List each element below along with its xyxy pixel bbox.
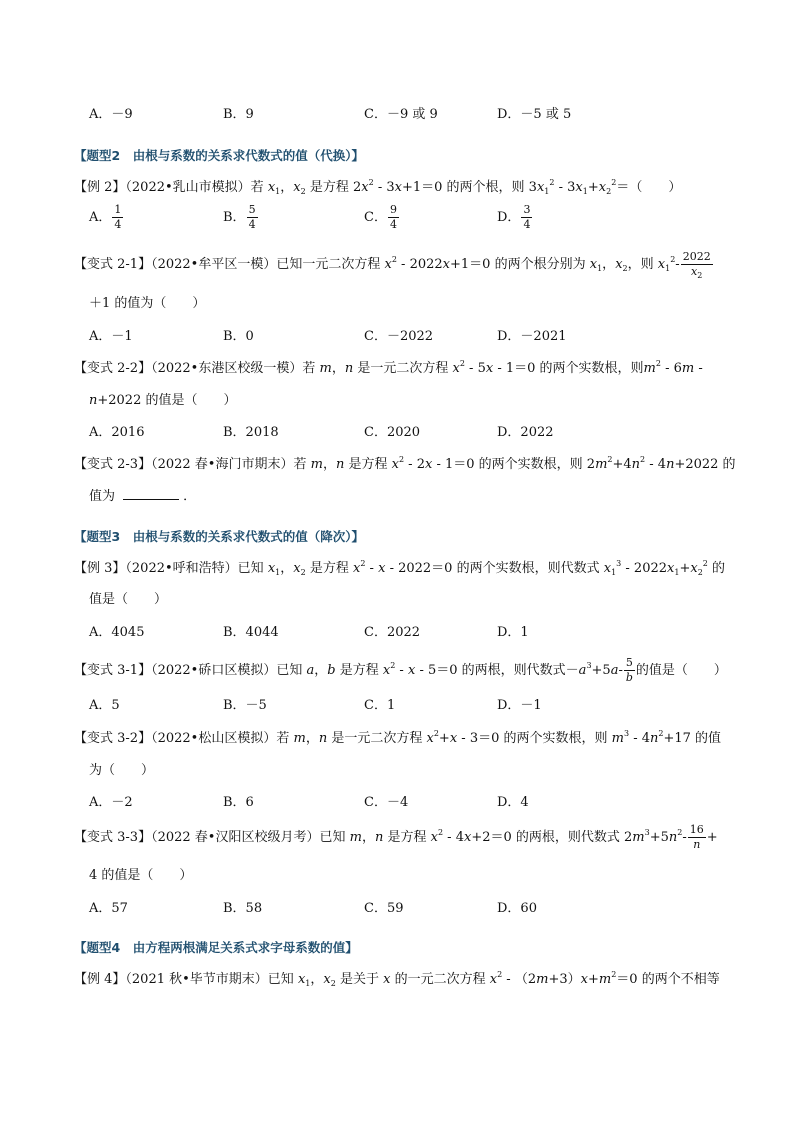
answer-blank[interactable] — [123, 487, 179, 500]
variant-3-3-option-a: A．57 — [89, 901, 128, 916]
variant-2-1-option-d: D．－2021 — [497, 329, 567, 344]
variant-3-2-line2: 为（ ） — [89, 763, 155, 778]
example-3-line2: 值是（ ） — [89, 592, 168, 607]
option-c: C．－9 或 9 — [364, 107, 438, 122]
variant-3-3-option-b: B．58 — [223, 901, 263, 916]
variant-2-2-line2: n+2022 的值是（ ） — [89, 393, 237, 408]
variant-2-2-option-d: D．2022 — [497, 425, 554, 440]
option-d: D．－5 或 5 — [497, 107, 572, 122]
variant-3-3-option-d: D．60 — [497, 901, 537, 916]
option-b: B．9 — [223, 107, 254, 122]
variant-3-3-question: 【变式 3-3】（2022 春•汉阳区校级月考）已知 m，n 是方程 $x^2 - 4x+2=0$ 的两根，则代数式 $2m^3+5n^2-$ $\frac{16}{n}$ + — [74, 823, 718, 851]
variant-3-1-option-b: B．－5 — [223, 698, 267, 713]
variant-3-2-option-d: D．4 — [497, 795, 529, 810]
variant-2-1-option-a: A．－1 — [89, 329, 133, 344]
example-3-option-b: B．4044 — [223, 625, 279, 640]
variant-3-3-line2: 4 的值是（ ） — [89, 868, 193, 883]
section-heading-3: 【题型3 由根与系数的关系求代数式的值（降次）】 — [74, 529, 364, 544]
variant-2-3-line2: 值为 ． — [89, 489, 197, 504]
example-2-option-d: D． $\frac{3}{4}$ — [497, 203, 531, 231]
example-2-question: 【例 2】（2022•乳山市模拟）若 $x_1$，$x_2$ 是方程 $2x^2 - 3x+1=0$ 的两个根，则 $3x_1^2 - 3x_1+x_2^2=$（ ） — [74, 178, 682, 196]
option-a: A．－9 — [89, 107, 133, 122]
variant-3-1-option-a: A．5 — [89, 698, 120, 713]
variant-2-1-question: 【变式 2-1】（2022•牟平区一模）已知一元二次方程 $x^2 - 2022x+1=0$ 的两个根分别为 $x_1$，$x_2$，则 $x_1^2-$ $\frac{2022}{x_2}$ — [74, 250, 711, 280]
variant-2-1-option-b: B．0 — [223, 329, 254, 344]
variant-2-2-question: 【变式 2-2】（2022•东港区校级一模）若 m，n 是一元二次方程 $x^2 - 5x - 1=0$ 的两个实数根，则$m^2 - 6m$ - — [74, 359, 703, 376]
variant-3-1-option-c: C．1 — [364, 698, 396, 713]
example-3-option-d: D．1 — [497, 625, 529, 640]
variant-2-1-line2: ＋1 的值为（ ） — [89, 296, 206, 311]
variant-2-2-option-b: B．2018 — [223, 425, 279, 440]
example-3-question: 【例 3】（2022•呼和浩特）已知 $x_1$，$x_2$ 是方程 $x^2 - x - 2022=0$ 的两个实数根，则代数式 $x_1^3 - 2022x_1+x_2^2$ 的 — [74, 559, 726, 577]
variant-3-1-option-d: D．－1 — [497, 698, 542, 713]
variant-2-2-option-a: A．2016 — [89, 425, 145, 440]
variant-2-2-option-c: C．2020 — [364, 425, 421, 440]
example-2-option-c: C． $\frac{9}{4}$ — [364, 203, 397, 231]
example-2-option-a: A． $\frac{1}{4}$ — [89, 203, 122, 231]
section-heading-2: 【题型2 由根与系数的关系求代数式的值（代换）】 — [74, 148, 364, 163]
variant-2-3-question: 【变式 2-3】（2022 春•海门市期末）若 m，n 是方程 $x^2 - 2x - 1=0$ 的两个实数根，则 $2m^2+4n^2 - 4n+2022$ 的 — [74, 455, 736, 472]
example-3-option-a: A．4045 — [89, 625, 145, 640]
variant-3-2-question: 【变式 3-2】（2022•松山区模拟）若 m，n 是一元二次方程 $x^2+x - 3=0$ 的两个实数根，则 $m^3 - 4n^2+17$ 的值 — [74, 729, 722, 746]
variant-3-2-option-b: B．6 — [223, 795, 254, 810]
example-3-option-c: C．2022 — [364, 625, 421, 640]
variant-3-2-option-c: C．－4 — [364, 795, 409, 810]
variant-3-2-option-a: A．－2 — [89, 795, 133, 810]
variant-3-3-option-c: C．59 — [364, 901, 404, 916]
variant-3-1-question: 【变式 3-1】（2022•硚口区模拟）已知 a，b 是方程 $x^2 - x - 5=0$ 的两根，则代数式$-a^3+5a-$ $\frac{5}{b}$ 的值是（ ） — [74, 656, 727, 684]
variant-2-1-option-c: C．－2022 — [364, 329, 434, 344]
section-heading-4: 【题型4 由方程两根满足关系式求字母系数的值】 — [74, 940, 358, 955]
example-2-option-b: B． $\frac{5}{4}$ — [223, 203, 256, 231]
example-4-question: 【例 4】（2021 秋•毕节市期末）已知 $x_1$，$x_2$ 是关于 x 的一元二次方程 $x^2 - (2m+3)x+m^2=0$ 的两个不相等 — [74, 970, 720, 988]
